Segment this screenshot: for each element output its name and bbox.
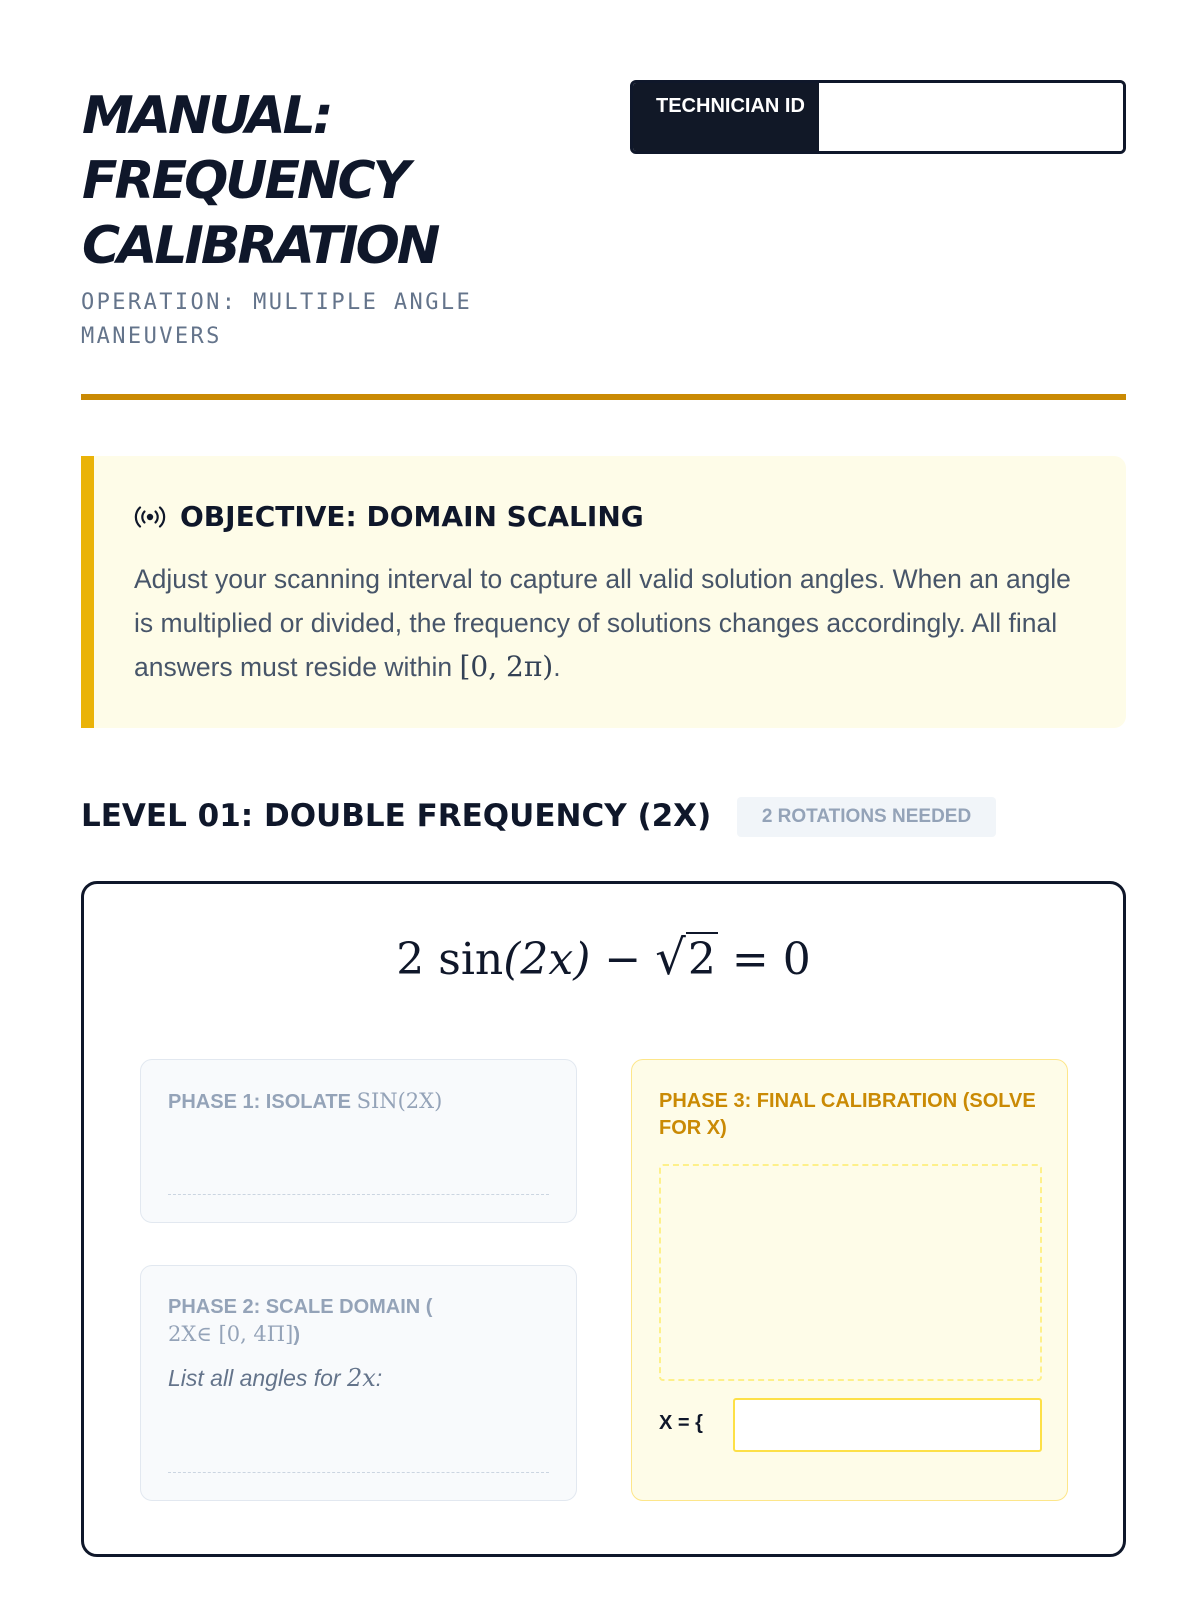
equation-coefficient: 2 <box>396 934 425 985</box>
square-root-icon: √ <box>655 930 686 986</box>
phase-1-math: SIN(2X) <box>356 1089 443 1113</box>
phase-1-label: PHASE 1: ISOLATE <box>168 1091 351 1113</box>
objective-interval: [0, 2π) <box>459 650 554 683</box>
phase-2-hint <box>168 1364 382 1392</box>
objective-text <box>134 558 1074 690</box>
phase-2-answer-line[interactable] <box>168 1472 549 1473</box>
equation-minus: − <box>604 934 642 985</box>
objective-body: Adjust your scanning interval to capture all valid solution angles. When an angle is multiplied or divided, the frequency of solutions changes accordingly. All final answers must reside within <box>134 564 1071 682</box>
square-root <box>655 930 718 986</box>
phase-2-hint-math: 2x <box>346 1364 376 1392</box>
equation <box>84 930 1123 986</box>
phase-2-title <box>168 1294 558 1349</box>
technician-id-label: TECHNICIAN ID <box>633 83 819 151</box>
equation-argument: (2x) <box>503 934 591 985</box>
page-title-line-3: CALIBRATION <box>82 216 438 276</box>
phase-3-work-area[interactable] <box>659 1164 1042 1381</box>
page-title-line-2: FREQUENCY <box>82 151 408 211</box>
phase-2-label: PHASE 2: SCALE DOMAIN ( <box>168 1296 433 1318</box>
objective-callout <box>81 456 1126 728</box>
technician-id-field <box>630 80 1126 154</box>
broadcast-signal-icon <box>134 504 166 530</box>
phase-2-box <box>140 1265 577 1501</box>
page-subtitle: OPERATION: MULTIPLE ANGLE MANEUVERS <box>81 290 473 349</box>
level-card <box>81 881 1126 1557</box>
equation-rhs: = 0 <box>731 934 811 985</box>
phase-1-answer-line[interactable] <box>168 1194 549 1195</box>
phase-3-title: PHASE 3: FINAL CALIBRATION (SOLVE FOR X) <box>659 1090 1036 1139</box>
phase-2-hint-colon: : <box>375 1365 383 1391</box>
level-heading: LEVEL 01: DOUBLE FREQUENCY (2X) <box>81 798 712 834</box>
objective-heading: OBJECTIVE: DOMAIN SCALING <box>180 500 644 533</box>
equation-function: sin <box>438 934 504 985</box>
answer-input[interactable] <box>733 1398 1042 1452</box>
technician-id-input[interactable] <box>819 83 1123 151</box>
phase-3-box <box>631 1059 1068 1501</box>
header-divider <box>81 394 1126 400</box>
page-title <box>82 84 542 279</box>
phase-1-box <box>140 1059 577 1223</box>
objective-heading-row <box>134 500 644 533</box>
rotations-badge: 2 ROTATIONS NEEDED <box>737 797 996 837</box>
answer-label: X = { <box>659 1412 703 1434</box>
phase-2-math: 2X∈ [0, 4Π] <box>168 1322 294 1346</box>
phase-2-hint-text: List all angles for <box>168 1365 341 1391</box>
objective-period: . <box>553 652 561 682</box>
radicand: 2 <box>687 934 716 985</box>
page-title-line-1: MANUAL: <box>82 86 331 146</box>
phase-2-title-end: ) <box>293 1324 300 1346</box>
phase-1-title <box>168 1088 558 1116</box>
